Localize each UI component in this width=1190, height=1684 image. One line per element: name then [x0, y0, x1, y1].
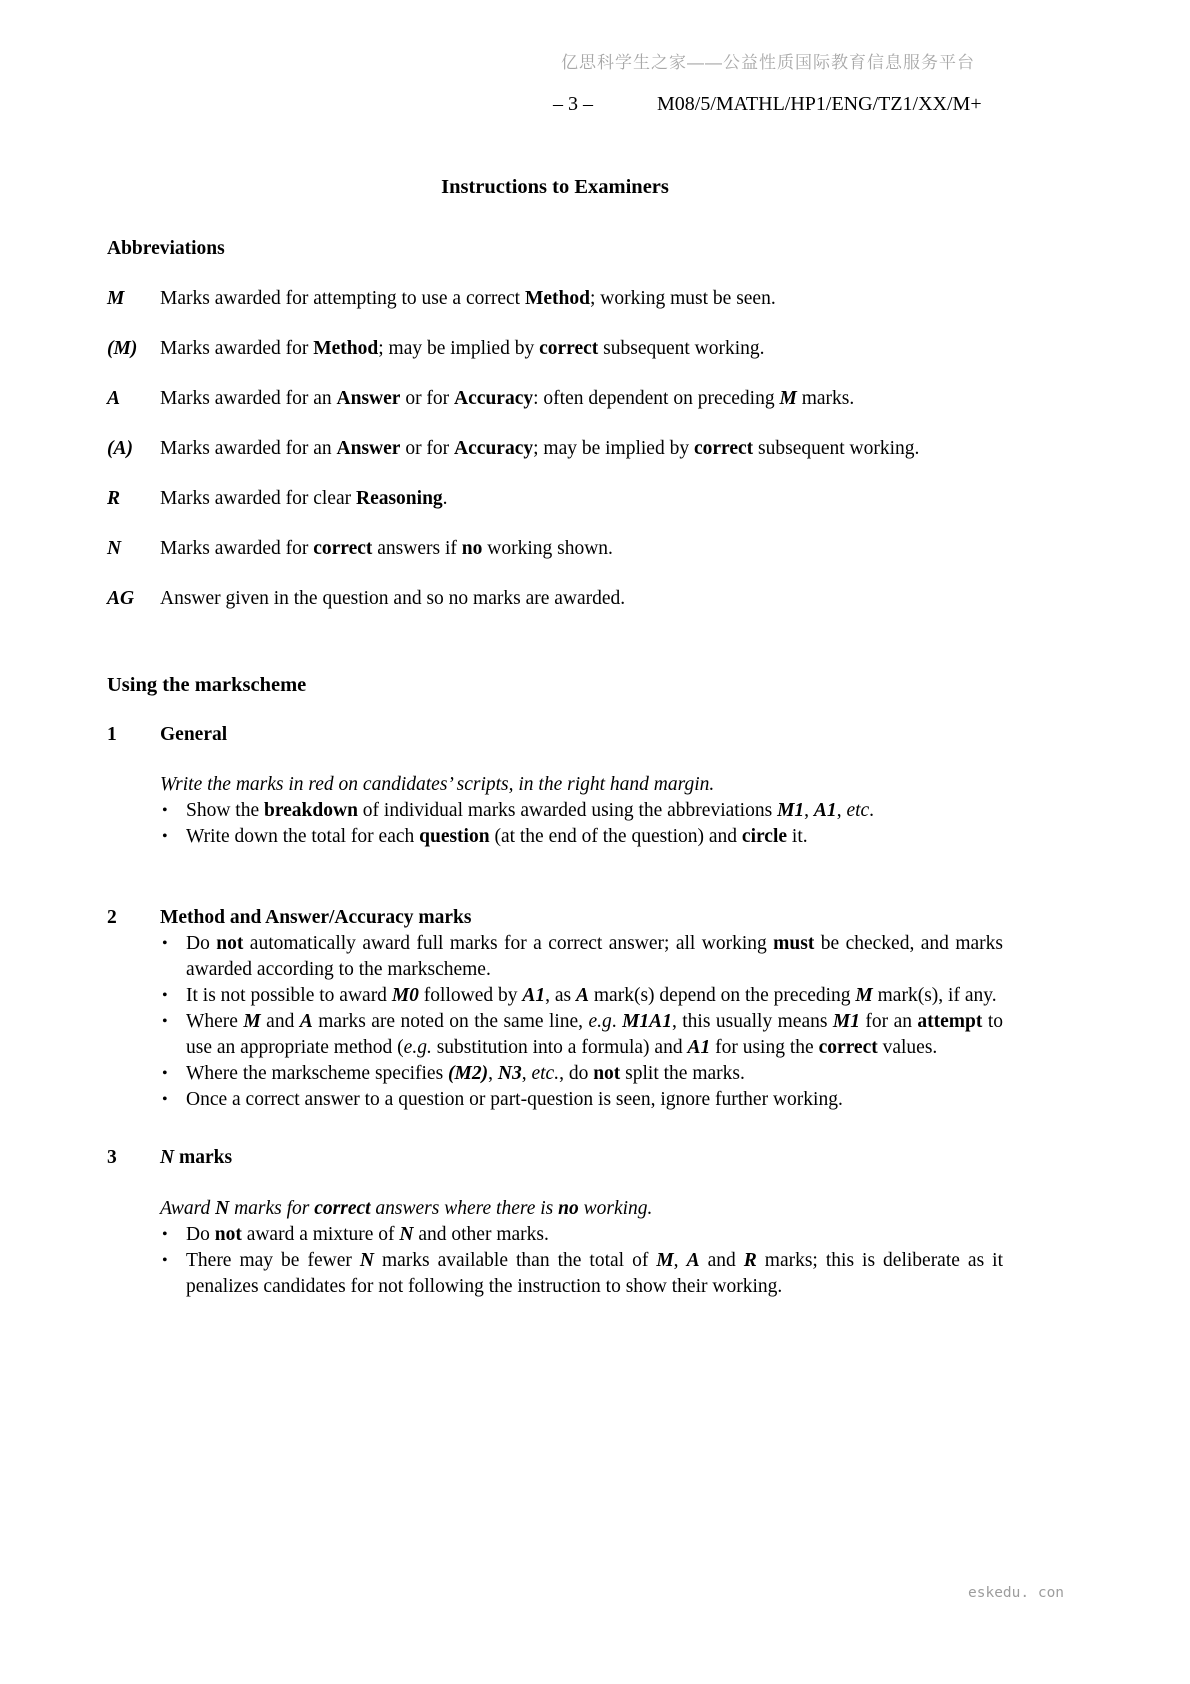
section-2-bullet-list — [107, 931, 1003, 1113]
section-title: General — [160, 724, 228, 745]
section-title: Method and Answer/Accuracy marks — [160, 907, 472, 928]
bullet-dot: • — [162, 1091, 168, 1108]
abbreviation-row — [107, 286, 1003, 312]
bullet-item — [162, 1248, 1003, 1300]
bullet-text: Where M and A marks are noted on the same line, e.g. M1A1, this usually means M1 for an attempt to use an appropriate method (e.g. substitution into a formula) and A1 for using the correct values. — [186, 1011, 1003, 1058]
abbreviation-term: M — [107, 288, 125, 309]
using-markscheme-heading: Using the markscheme — [107, 674, 307, 696]
bullet-item — [162, 1222, 1003, 1248]
page-title: Instructions to Examiners — [441, 176, 669, 198]
abbreviation-row — [107, 586, 1003, 612]
footer-watermark: eskedu. con — [968, 1585, 1065, 1601]
paper-code: M08/5/MATHL/HP1/ENG/TZ1/XX/M+ — [657, 93, 982, 115]
abbreviation-definition: Marks awarded for clear Reasoning. — [160, 488, 448, 509]
abbreviation-row — [107, 536, 1003, 562]
bullet-item — [162, 931, 1003, 983]
bullet-dot: • — [162, 935, 168, 952]
bullet-item — [162, 824, 1003, 850]
section-number: 1 — [107, 724, 117, 745]
bullet-dot: • — [162, 987, 168, 1004]
bullet-text: Show the breakdown of individual marks awarded using the abbreviations M1, A1, etc. — [186, 800, 875, 821]
watermark-text: 亿思科学生之家——公益性质国际教育信息服务平台 — [561, 53, 975, 72]
section-1-bullet-list — [107, 798, 1003, 850]
bullet-item — [162, 983, 1003, 1009]
section-2-heading — [107, 905, 1003, 931]
section-title: N marks — [160, 1147, 233, 1168]
abbreviation-definition: Answer given in the question and so no marks are awarded. — [160, 588, 626, 609]
bullet-text: Once a correct answer to a question or part-question is seen, ignore further working. — [186, 1089, 843, 1110]
section-number: 3 — [107, 1147, 117, 1168]
abbreviation-term: A — [107, 388, 121, 409]
abbreviation-row — [107, 386, 1003, 412]
abbreviation-term: (M) — [107, 338, 138, 359]
abbreviation-definition: Marks awarded for correct answers if no working shown. — [160, 538, 613, 559]
bullet-dot: • — [162, 802, 168, 819]
page-content — [107, 174, 1003, 1300]
bullet-item — [162, 1009, 1003, 1061]
section-number: 2 — [107, 907, 117, 928]
abbreviations-heading: Abbreviations — [107, 238, 225, 259]
bullet-text: There may be fewer N marks available than the total of M, A and R marks; this is deliberate as it penalizes candidates for not following the instruction to show their working. — [186, 1250, 1004, 1297]
bullet-text: Do not award a mixture of N and other marks. — [186, 1224, 549, 1245]
bullet-text: Do not automatically award full marks for a correct answer; all working must be checked, and marks awarded according to the markscheme. — [186, 933, 1003, 980]
section-3-intro: Award N marks for correct answers where there is no working. — [160, 1198, 653, 1219]
abbreviation-row — [107, 436, 1003, 462]
bullet-dot: • — [162, 1226, 168, 1243]
section-1-heading — [107, 722, 1003, 748]
abbreviation-definition: Marks awarded for an Answer or for Accuracy; may be implied by correct subsequent working. — [160, 438, 920, 459]
bullet-item — [162, 798, 1003, 824]
bullet-dot: • — [162, 828, 168, 845]
abbreviation-definition: Marks awarded for attempting to use a correct Method; working must be seen. — [160, 288, 776, 309]
bullet-text: Where the markscheme specifies (M2), N3, etc., do not split the marks. — [186, 1063, 745, 1084]
bullet-item — [162, 1087, 1003, 1113]
abbreviation-definition: Marks awarded for Method; may be implied by correct subsequent working. — [160, 338, 765, 359]
bullet-dot: • — [162, 1252, 168, 1269]
bullet-text: Write down the total for each question (at the end of the question) and circle it. — [186, 826, 808, 847]
section-1-intro: Write the marks in red on candidates’ scripts, in the right hand margin. — [160, 774, 715, 795]
page-number: – 3 – — [553, 93, 593, 115]
abbreviation-definition: Marks awarded for an Answer or for Accuracy: often dependent on preceding M marks. — [160, 388, 855, 409]
section-3-bullet-list — [107, 1222, 1003, 1300]
abbreviation-term: N — [107, 538, 122, 559]
abbreviation-term: AG — [107, 588, 135, 609]
bullet-dot: • — [162, 1065, 168, 1082]
bullet-dot: • — [162, 1013, 168, 1030]
section-3-heading — [107, 1145, 1003, 1171]
abbreviation-row — [107, 486, 1003, 512]
abbreviation-row — [107, 336, 1003, 362]
bullet-text: It is not possible to award M0 followed by A1, as A mark(s) depend on the preceding M mark(s), if any. — [186, 985, 997, 1006]
abbreviation-term: (A) — [107, 438, 133, 459]
abbreviation-term: R — [107, 488, 121, 509]
bullet-item — [162, 1061, 1003, 1087]
